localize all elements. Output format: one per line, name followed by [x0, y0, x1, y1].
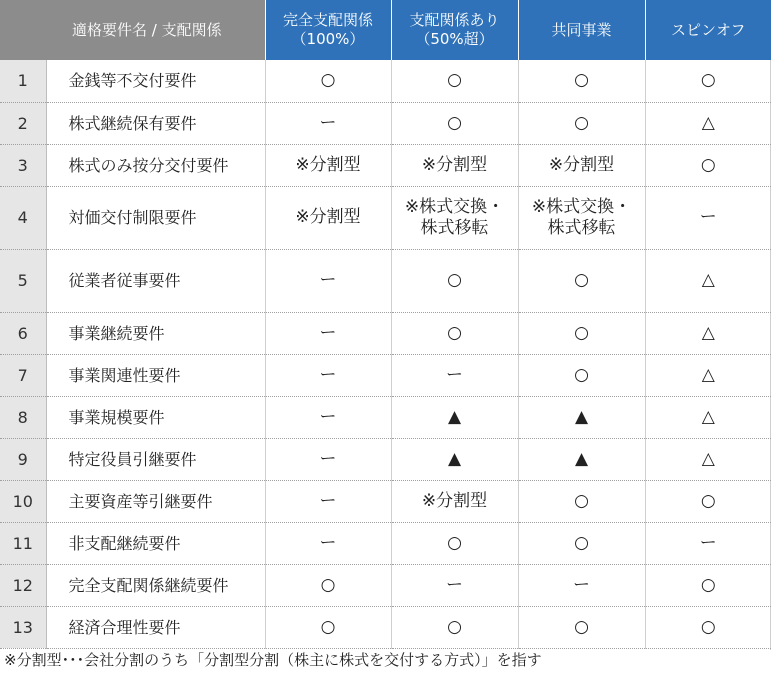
requirement-name: 従業者従事要件 — [46, 249, 265, 312]
table-row — [0, 354, 771, 396]
control-status: ※分割型 — [391, 480, 518, 522]
row-number: 13 — [0, 606, 46, 648]
requirement-name: 株式のみ按分交付要件 — [46, 144, 265, 186]
full-control-status: ー — [265, 102, 391, 144]
full-control-status: ー — [265, 438, 391, 480]
joint-business-status: ○ — [518, 312, 645, 354]
full-control-status: ー — [265, 522, 391, 564]
row-number: 5 — [0, 249, 46, 312]
row-number: 6 — [0, 312, 46, 354]
header-full-control-line1: 完全支配関係 — [282, 11, 373, 29]
control-status: ▲ — [391, 396, 518, 438]
requirement-name: 事業継続要件 — [46, 312, 265, 354]
spinoff-status: ー — [645, 522, 771, 564]
spinoff-status: ー — [645, 186, 771, 249]
control-status: ○ — [391, 102, 518, 144]
joint-business-status: ※分割型 — [518, 144, 645, 186]
requirement-name: 対価交付制限要件 — [46, 186, 265, 249]
full-control-status: ー — [265, 396, 391, 438]
control-status: ▲ — [391, 438, 518, 480]
full-control-status: ー — [265, 312, 391, 354]
control-status: ー — [391, 564, 518, 606]
spinoff-status: ○ — [645, 606, 771, 648]
header-control-line2: （50%超） — [415, 30, 494, 48]
row-number: 2 — [0, 102, 46, 144]
joint-business-status: ○ — [518, 480, 645, 522]
joint-business-status: ○ — [518, 522, 645, 564]
header-control — [391, 0, 518, 60]
requirement-name: 完全支配関係継続要件 — [46, 564, 265, 606]
row-number: 11 — [0, 522, 46, 564]
header-number-cell — [0, 0, 46, 60]
spinoff-status: ○ — [645, 144, 771, 186]
table-row — [0, 480, 771, 522]
joint-business-status: ○ — [518, 606, 645, 648]
spinoff-status: △ — [645, 438, 771, 480]
requirement-name: 非支配継続要件 — [46, 522, 265, 564]
joint-business-status: ー — [518, 564, 645, 606]
header-control-line1: 支配関係あり — [409, 11, 500, 29]
control-status: ※分割型 — [391, 144, 518, 186]
table-row — [0, 522, 771, 564]
requirement-name: 事業関連性要件 — [46, 354, 265, 396]
requirement-name: 金銭等不交付要件 — [46, 60, 265, 102]
full-control-status: ー — [265, 480, 391, 522]
full-control-status: ※分割型 — [265, 144, 391, 186]
header-row — [0, 0, 771, 60]
full-control-status: ○ — [265, 606, 391, 648]
requirement-name: 主要資産等引継要件 — [46, 480, 265, 522]
control-status: ○ — [391, 522, 518, 564]
table-row — [0, 438, 771, 480]
row-number: 8 — [0, 396, 46, 438]
spinoff-status: △ — [645, 354, 771, 396]
joint-business-status: ▲ — [518, 396, 645, 438]
table-row — [0, 564, 771, 606]
row-number: 12 — [0, 564, 46, 606]
header-requirement-name: 適格要件名 / 支配関係 — [46, 0, 265, 60]
row-number: 10 — [0, 480, 46, 522]
row-number: 7 — [0, 354, 46, 396]
header-joint-business: 共同事業 — [518, 0, 645, 60]
control-status: ー — [391, 354, 518, 396]
spinoff-status: ○ — [645, 480, 771, 522]
table-row — [0, 144, 771, 186]
full-control-status: ー — [265, 249, 391, 312]
row-number: 9 — [0, 438, 46, 480]
spinoff-status: △ — [645, 249, 771, 312]
table-row — [0, 249, 771, 312]
joint-business-status: ▲ — [518, 438, 645, 480]
table-row — [0, 312, 771, 354]
spinoff-status: △ — [645, 396, 771, 438]
header-full-control — [265, 0, 391, 60]
joint-business-status: ※株式交換・ 株式移転 — [518, 186, 645, 249]
row-number: 3 — [0, 144, 46, 186]
header-spinoff: スピンオフ — [645, 0, 771, 60]
full-control-status: ○ — [265, 60, 391, 102]
spinoff-status: △ — [645, 102, 771, 144]
table-row — [0, 186, 771, 249]
joint-business-status: ○ — [518, 102, 645, 144]
full-control-status: ※分割型 — [265, 186, 391, 249]
table-row — [0, 102, 771, 144]
full-control-status: ー — [265, 354, 391, 396]
spinoff-status: ○ — [645, 60, 771, 102]
control-status: ○ — [391, 312, 518, 354]
full-control-status: ○ — [265, 564, 391, 606]
table-row — [0, 396, 771, 438]
requirement-name: 経済合理性要件 — [46, 606, 265, 648]
row-number: 4 — [0, 186, 46, 249]
control-status: ○ — [391, 249, 518, 312]
table-row — [0, 60, 771, 102]
spinoff-status: ○ — [645, 564, 771, 606]
control-status: ○ — [391, 60, 518, 102]
joint-business-status: ○ — [518, 60, 645, 102]
control-status: ※株式交換・ 株式移転 — [391, 186, 518, 249]
control-status: ○ — [391, 606, 518, 648]
requirement-name: 事業規模要件 — [46, 396, 265, 438]
spinoff-status: △ — [645, 312, 771, 354]
requirement-name: 株式継続保有要件 — [46, 102, 265, 144]
joint-business-status: ○ — [518, 354, 645, 396]
row-number: 1 — [0, 60, 46, 102]
header-full-control-line2: （100%） — [291, 30, 365, 48]
table-row — [0, 606, 771, 648]
requirement-name: 特定役員引継要件 — [46, 438, 265, 480]
joint-business-status: ○ — [518, 249, 645, 312]
footnote: ※分割型･･･会社分割のうち「分割型分割（株主に株式を交付する方式）」を指す — [4, 651, 542, 669]
